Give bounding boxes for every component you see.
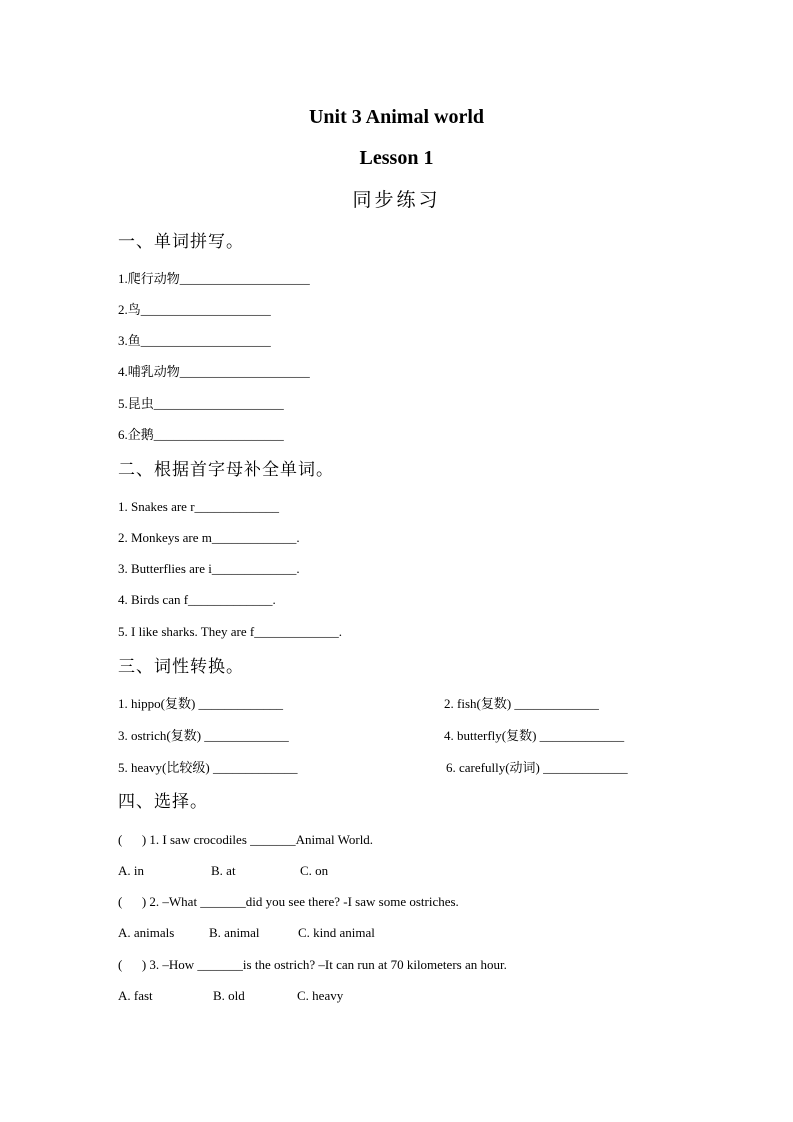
section-3-heading: 三、词性转换。 <box>118 657 244 677</box>
lesson-title: Lesson 1 <box>359 147 434 169</box>
spelling-item: 1.爬行动物____________________ <box>118 271 310 286</box>
subtitle: 同步练习 <box>352 189 441 211</box>
page-title: Unit 3 Animal world <box>308 106 485 128</box>
conversion-item: 2. fish(复数) _____________ <box>444 696 599 711</box>
option-b: B. old <box>213 988 245 1003</box>
conversion-item: 3. ostrich(复数) _____________ <box>118 728 289 743</box>
question: ( ) 1. I saw crocodiles _______Animal World. <box>118 832 374 847</box>
option-b: B. at <box>211 863 236 878</box>
conversion-item: 4. butterfly(复数) _____________ <box>444 728 625 743</box>
spelling-item: 5.昆虫____________________ <box>118 396 284 411</box>
spelling-item: 2.鸟____________________ <box>118 302 271 317</box>
option-c: C. on <box>300 863 329 878</box>
section-1-heading: 一、单词拼写。 <box>118 232 244 252</box>
fill-item: 2. Monkeys are m_____________. <box>118 530 300 545</box>
option-a: A. animals <box>118 925 175 940</box>
option-c: C. heavy <box>297 988 344 1003</box>
spelling-item: 4.哺乳动物____________________ <box>118 364 310 379</box>
conversion-item: 1. hippo(复数) _____________ <box>118 696 284 711</box>
fill-item: 5. I like sharks. They are f_____________. <box>118 624 342 639</box>
fill-item: 4. Birds can f_____________. <box>118 592 276 607</box>
option-c: C. kind animal <box>298 925 375 940</box>
conversion-item: 5. heavy(比较级) _____________ <box>118 760 298 775</box>
fill-item: 1. Snakes are r_____________ <box>118 499 280 514</box>
option-a: A. in <box>118 863 144 878</box>
spelling-item: 6.企鹅____________________ <box>118 427 284 442</box>
option-a: A. fast <box>118 988 153 1003</box>
conversion-item: 6. carefully(动词) _____________ <box>446 760 628 775</box>
question: ( ) 2. –What _______did you see there? -I saw some ostriches. <box>118 894 459 909</box>
question: ( ) 3. –How _______is the ostrich? –It can run at 70 kilometers an hour. <box>118 957 507 972</box>
section-2-heading: 二、根据首字母补全单词。 <box>118 460 334 480</box>
option-b: B. animal <box>209 925 260 940</box>
fill-item: 3. Butterflies are i_____________. <box>118 561 300 576</box>
spelling-item: 3.鱼____________________ <box>118 333 271 348</box>
section-4-heading: 四、选择。 <box>118 792 208 812</box>
